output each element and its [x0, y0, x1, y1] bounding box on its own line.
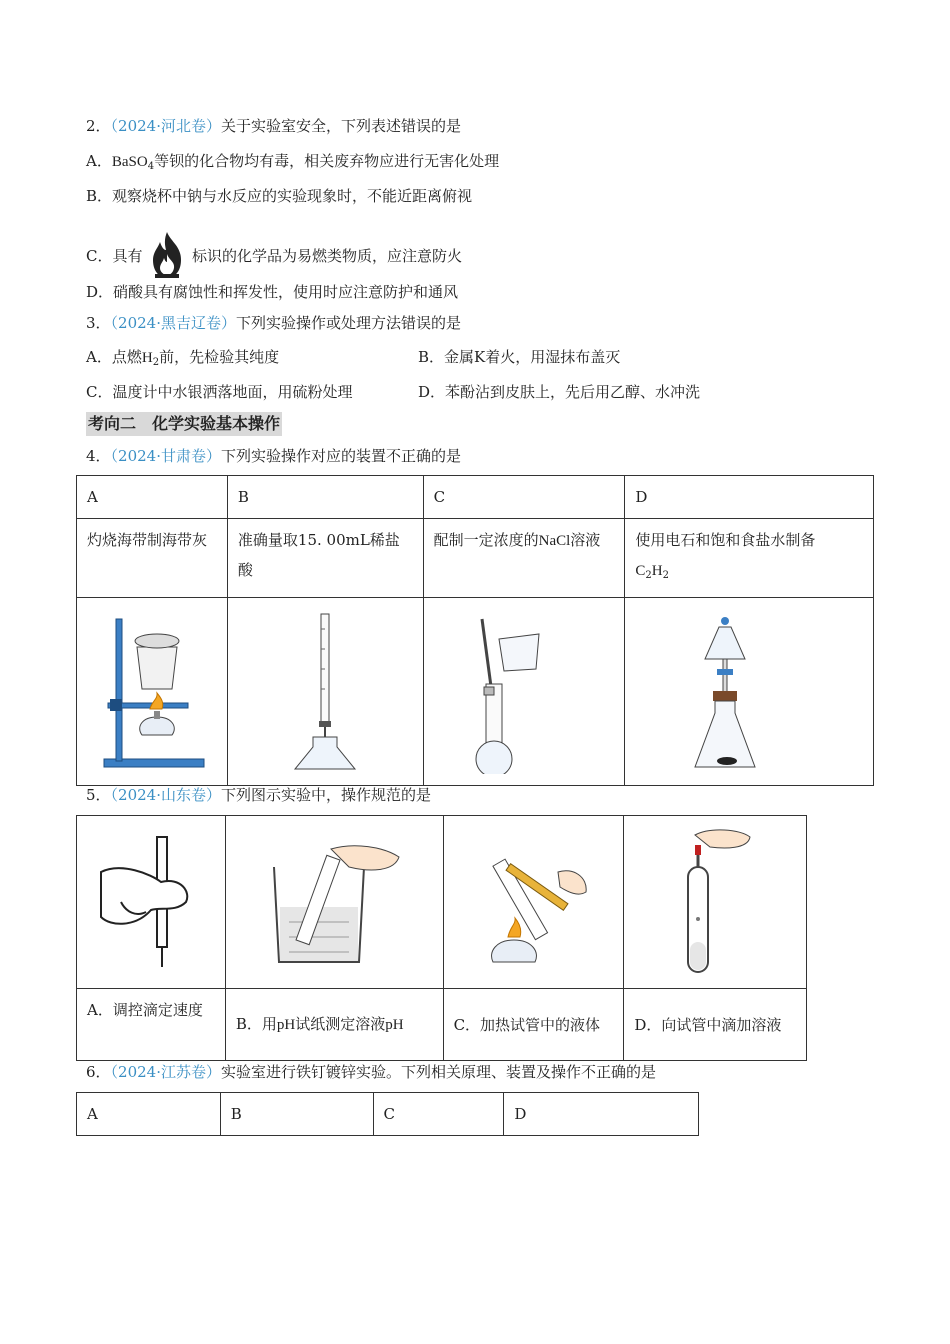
question-text: 实验室进行铁钉镀锌实验。下列相关原理、装置及操作不正确的是	[221, 1063, 657, 1081]
formula: C	[635, 563, 646, 579]
titration-hand-icon	[91, 832, 211, 972]
header-cell: B	[220, 1093, 373, 1136]
table-header-row	[77, 476, 874, 519]
q2-option-a	[86, 150, 499, 178]
cell-text: 溶液	[570, 531, 601, 549]
option-label: A．	[86, 152, 112, 170]
question-number: 6．	[86, 1063, 111, 1081]
header-cell: C	[423, 476, 625, 519]
dropper-test-tube-icon	[670, 827, 760, 977]
heat-test-tube-icon	[468, 832, 598, 972]
question-source: （2024·甘肃卷）	[110, 447, 221, 465]
option-cell: C．加热试管中的液体	[443, 989, 624, 1061]
ph-paper-beaker-icon	[259, 837, 409, 967]
option-cell: A．调控滴定速度	[77, 989, 226, 1061]
header-cell: A	[77, 476, 228, 519]
section-heading: 考向二 化学实验基本操作	[86, 412, 282, 436]
formula-subscript: 2	[662, 570, 669, 581]
image-cell	[625, 598, 874, 786]
header-cell: C	[373, 1093, 504, 1136]
question-source: （2024·河北卷）	[110, 117, 221, 135]
description-cell: 灼烧海带制海带灰	[77, 519, 228, 598]
question-number: 4．	[86, 447, 111, 465]
q3-option-d: D．苯酚沾到皮肤上，先后用乙醇、水冲洗	[418, 383, 701, 401]
q5-table	[76, 815, 807, 1061]
formula-subscript: 4	[147, 161, 155, 172]
cell-text: 使用电石和饱和食盐水制备	[635, 531, 816, 549]
formula: pH	[276, 1017, 296, 1033]
table-row	[77, 816, 807, 989]
table-row	[77, 519, 874, 598]
q5-stem	[86, 784, 431, 806]
crucible-burner-icon	[92, 609, 212, 774]
cell-text: 配制一定浓度的	[433, 531, 539, 549]
table-row	[77, 598, 874, 786]
q3-option-b: B．金属K着火，用湿抹布盖灭	[418, 348, 621, 366]
formula: BaSO	[111, 154, 148, 170]
image-cell	[443, 816, 624, 989]
option-text: 前，先检验其纯度	[159, 348, 280, 366]
option-text: A．点燃	[86, 348, 142, 366]
formula: NaCl	[538, 533, 571, 549]
q6-table	[76, 1092, 699, 1136]
header-cell: D	[625, 476, 874, 519]
cell-text: 试纸测定溶液	[295, 1015, 386, 1033]
image-cell	[77, 598, 228, 786]
option-text: 等钡的化合物均有毒，相关废弃物应进行无害化处理	[154, 152, 500, 170]
q3-option-a	[86, 346, 279, 374]
header-cell: D	[504, 1093, 699, 1136]
question-number: 5．	[86, 786, 111, 804]
formula: H	[651, 563, 663, 579]
header-cell: B	[227, 476, 423, 519]
option-text: 标识的化学品为易燃类物质，应注意防火	[192, 247, 463, 265]
description-cell	[625, 519, 874, 598]
image-cell	[227, 598, 423, 786]
q4-stem	[86, 445, 461, 467]
image-cell	[423, 598, 625, 786]
description-cell	[423, 519, 625, 598]
question-text: 关于实验室安全，下列表述错误的是	[221, 117, 462, 135]
question-source: （2024·山东卷）	[110, 786, 221, 804]
volumetric-flask-icon	[464, 609, 584, 774]
table-row	[77, 989, 807, 1061]
q2-option-b: B．观察烧杯中钠与水反应的实验现象时，不能近距离俯视	[86, 187, 473, 205]
question-source: （2024·黑吉辽卷）	[110, 314, 236, 332]
formula: H	[141, 350, 153, 366]
question-text: 下列图示实验中，操作规范的是	[221, 786, 432, 804]
question-text: 下列实验操作或处理方法错误的是	[236, 314, 462, 332]
option-cell: D．向试管中滴加溶液	[624, 989, 807, 1061]
option-cell	[225, 989, 443, 1061]
header-cell: A	[77, 1093, 221, 1136]
q2-stem	[86, 115, 461, 137]
question-number: 2．	[86, 117, 111, 135]
image-cell	[624, 816, 807, 989]
question-source: （2024·江苏卷）	[110, 1063, 221, 1081]
q6-stem	[86, 1061, 656, 1083]
description-cell: 准确量取15. 00mL稀盐酸	[227, 519, 423, 598]
flame-hazard-icon	[147, 230, 187, 280]
burette-flask-icon	[275, 609, 375, 774]
question-text: 下列实验操作对应的装置不正确的是	[221, 447, 462, 465]
option-text: C．具有	[86, 247, 143, 265]
image-cell	[225, 816, 443, 989]
formula-subscript: 2	[152, 357, 160, 368]
image-cell	[77, 816, 226, 989]
q3-option-c: C．温度计中水银洒落地面，用硫粉处理	[86, 383, 353, 401]
separatory-funnel-flask-icon	[689, 609, 809, 774]
q4-table	[76, 475, 874, 786]
table-header-row	[77, 1093, 699, 1136]
q3-stem	[86, 312, 461, 334]
q2-option-c	[86, 232, 462, 282]
q2-option-d: D．硝酸具有腐蚀性和挥发性，使用时应注意防护和通风	[86, 283, 459, 301]
formula: pH	[385, 1017, 404, 1033]
question-number: 3．	[86, 314, 111, 332]
formula-subscript: 2	[645, 570, 652, 581]
cell-text: B．用	[235, 1015, 277, 1033]
